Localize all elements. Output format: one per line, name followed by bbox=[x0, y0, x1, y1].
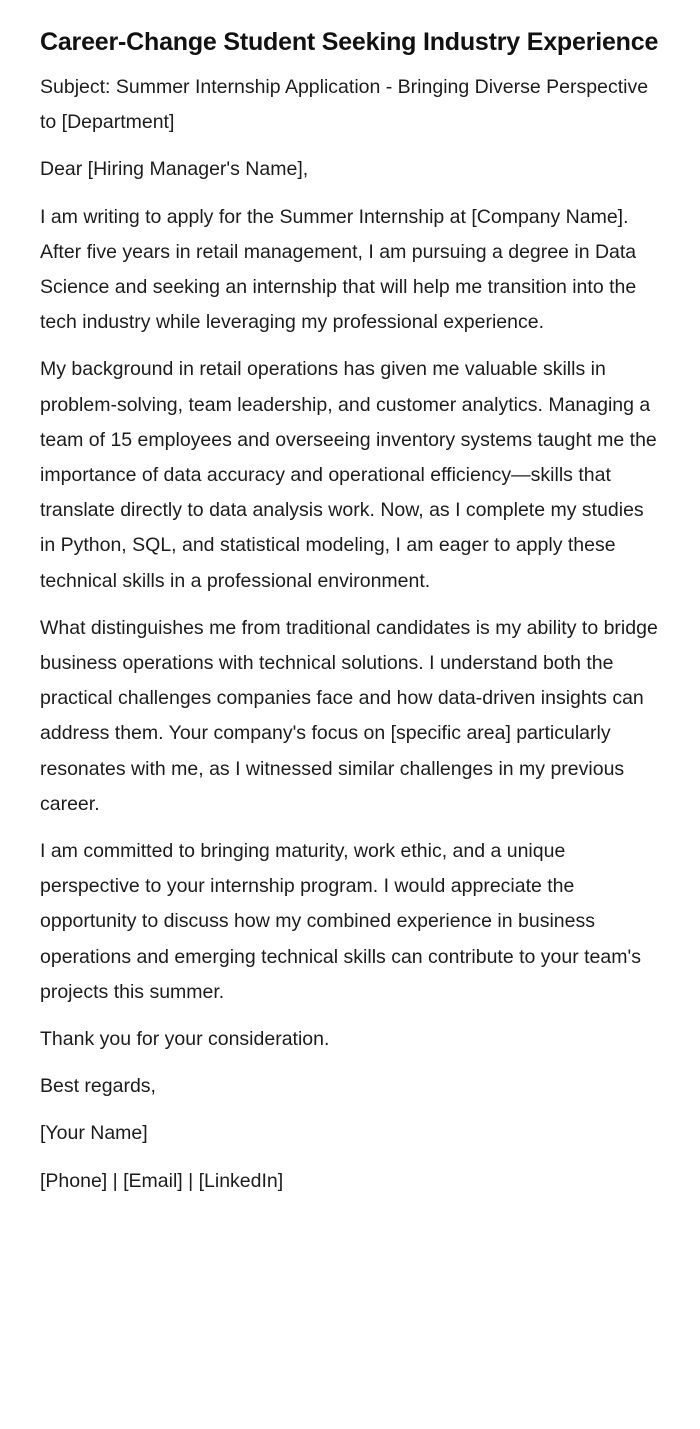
letter-salutation: Dear [Hiring Manager's Name], bbox=[40, 158, 309, 181]
body-paragraph-1: I am writing to apply for the Summer Internship at [Company Name]. After five years in retail management, I am pursuing a degree in Data Science and seeking an internship that will help me transition into the tech industry while leveraging my professional experience. bbox=[40, 205, 637, 334]
letter-title: Career-Change Student Seeking Industry Experience bbox=[40, 28, 659, 56]
body-paragraph-2: My background in retail operations has given me valuable skills in problem-solving, team leadership, and customer analytics. Managing a team of 15 employees and overseeing inventory systems taught me the importance of data accuracy and operational efficiency—skills that translate directly to data analysis work. Now, as I complete my studies in Python, SQL, and statistical modeling, I am eager to apply these technical skills in a professional environment. bbox=[40, 358, 657, 592]
letter-closing: Best regards, bbox=[40, 1075, 156, 1098]
signature-name: [Your Name] bbox=[40, 1122, 148, 1145]
body-paragraph-3: What distinguishes me from traditional candidates is my ability to bridge business operations with technical solutions. I understand both the practical challenges companies face and how data-driven insights can address them. Your company's focus on [specific area] particularly resonates with me, as I witnessed similar challenges in my previous career. bbox=[40, 616, 658, 815]
letter-thanks: Thank you for your consideration. bbox=[40, 1028, 330, 1051]
contact-line: [Phone] | [Email] | [LinkedIn] bbox=[40, 1169, 284, 1192]
body-paragraph-4: I am committed to bringing maturity, work ethic, and a unique perspective to your internship program. I would appreciate the opportunity to discuss how my combined experience in business operations and emerging technical skills can contribute to your team's projects this summer. bbox=[40, 840, 641, 1003]
letter-subject: Subject: Summer Internship Application - Bringing Diverse Perspective to [Department] bbox=[40, 76, 649, 134]
